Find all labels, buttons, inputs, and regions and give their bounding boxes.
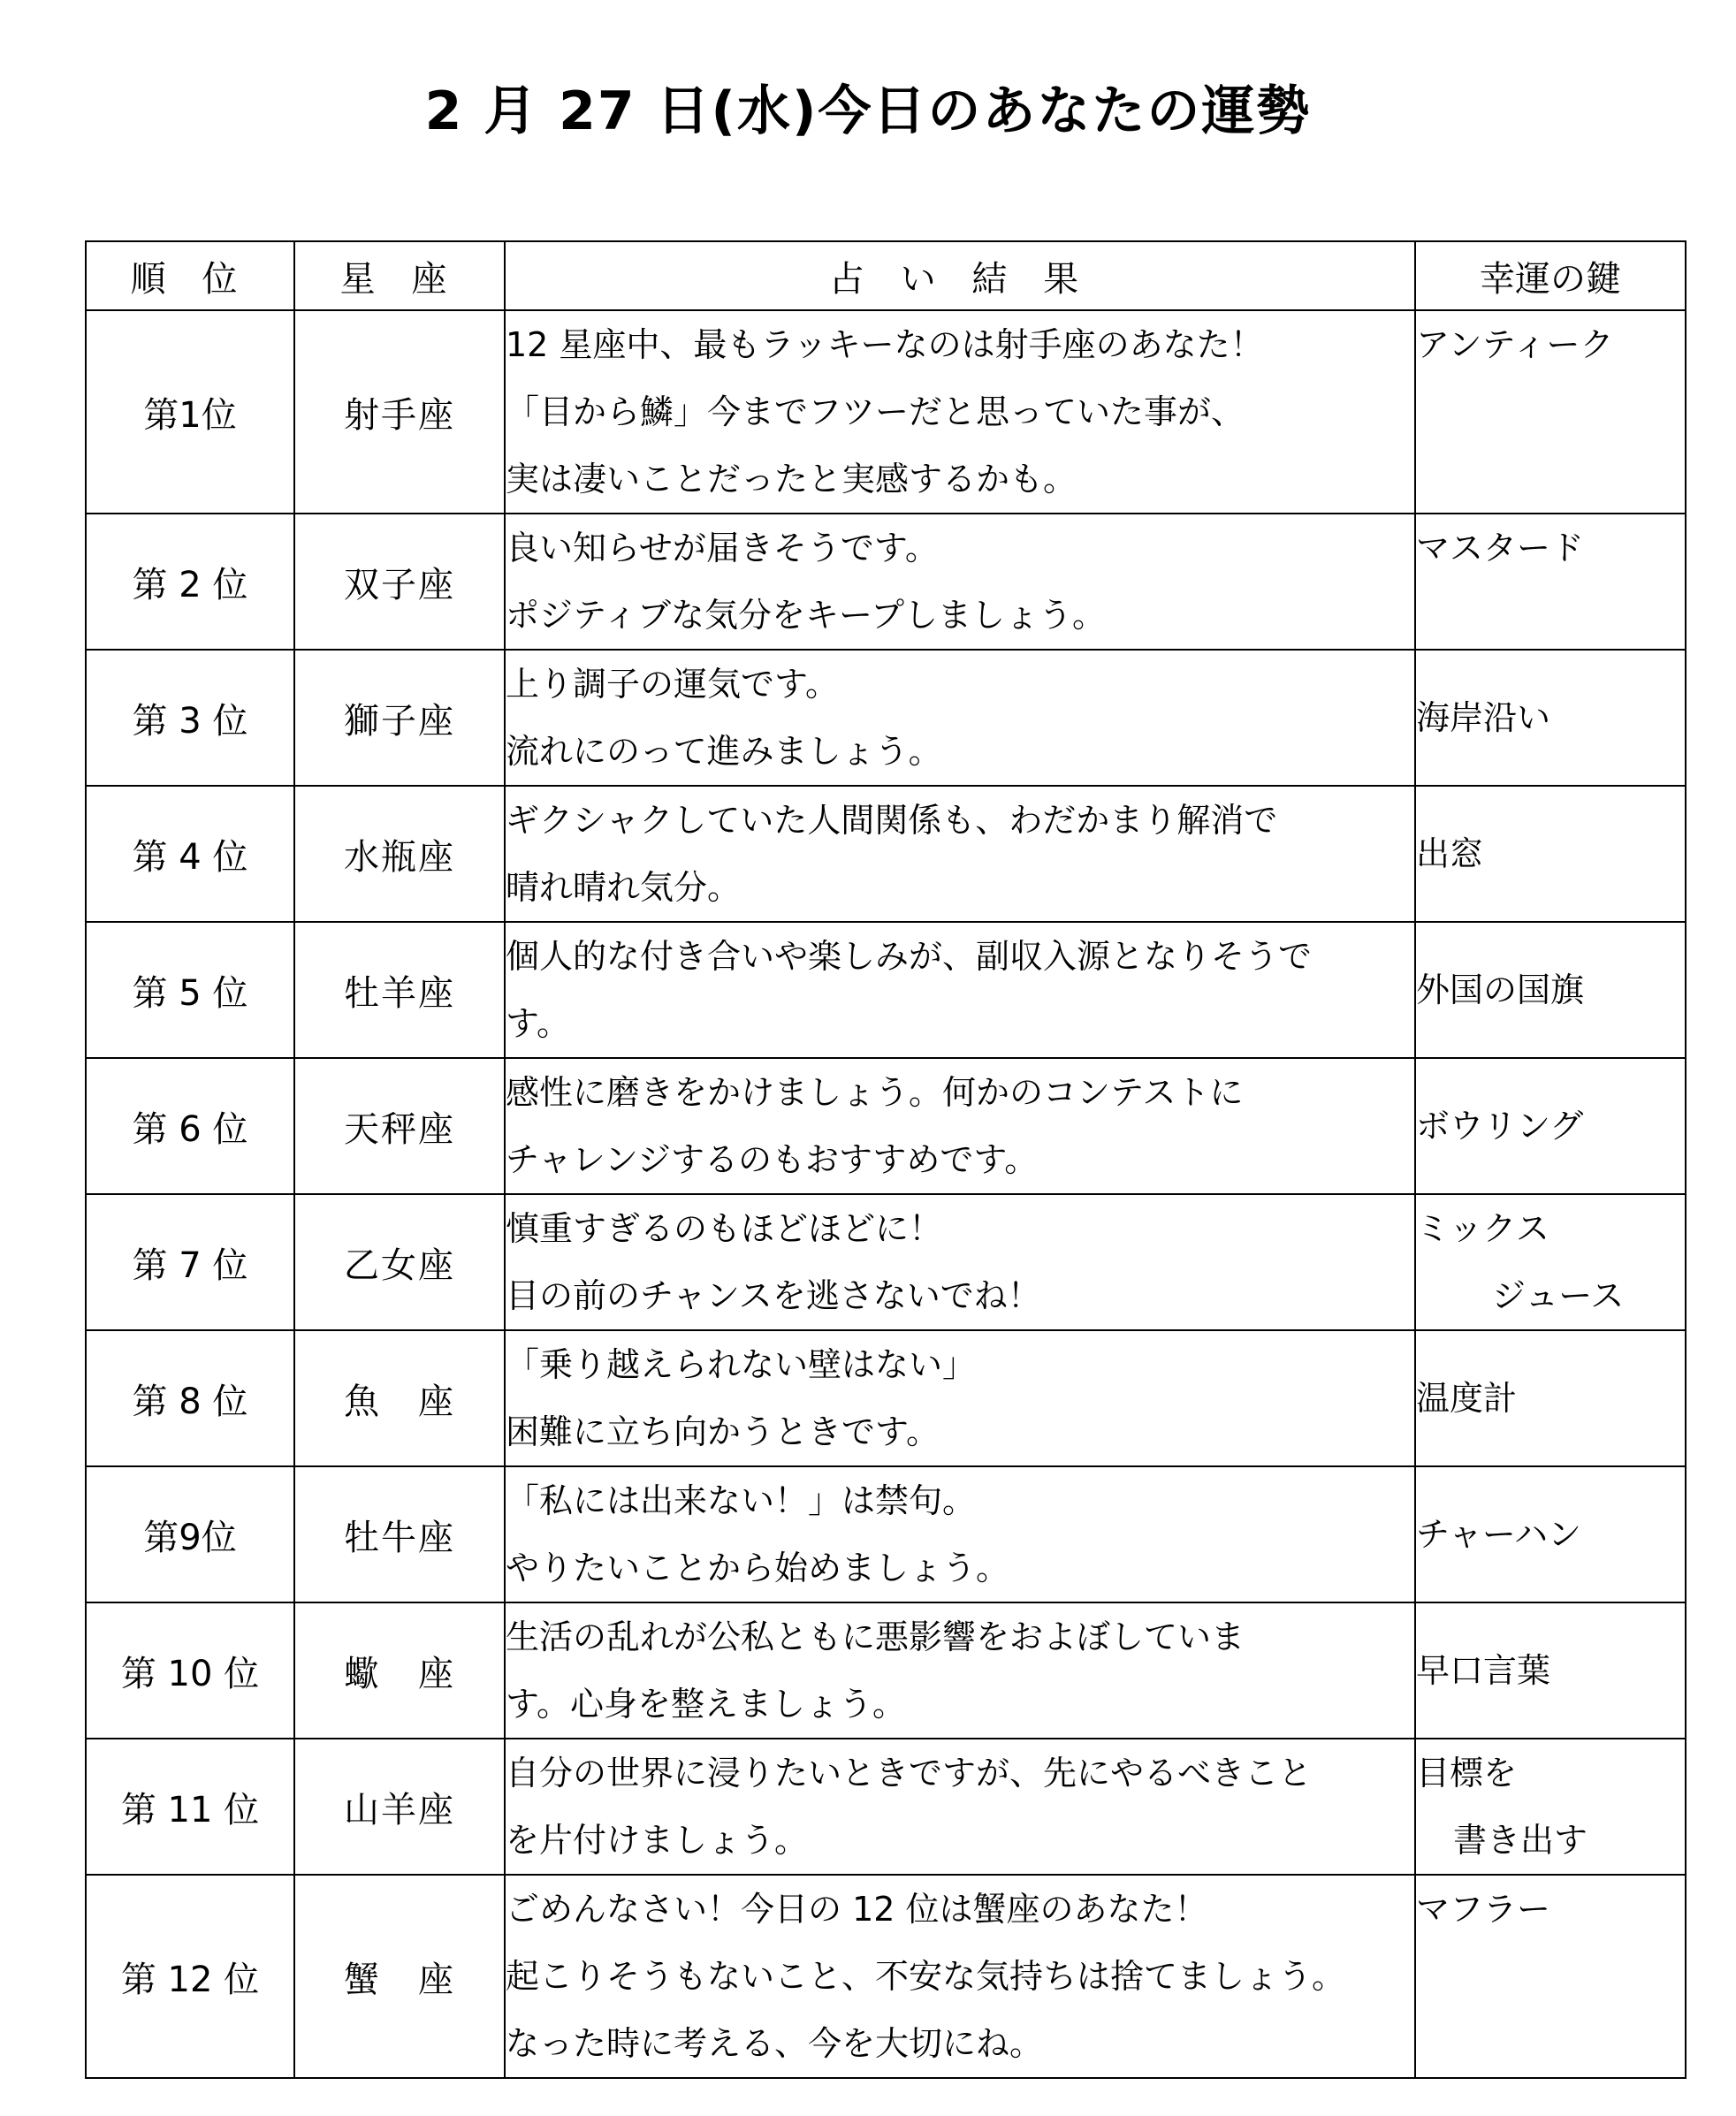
lucky-key-cell [1415, 514, 1686, 650]
rank-cell: 第 11 位 [86, 1739, 294, 1875]
rank-cell: 第 5 位 [86, 922, 294, 1058]
table-row [86, 1739, 1686, 1875]
result-line: す。 [506, 1004, 570, 1043]
result-line: 起こりそうもないこと、不安な気持ちは捨てましょう。 [506, 1957, 1346, 1996]
result-line: 生活の乱れが公私ともに悪影響をおよぼしていま [506, 1617, 1245, 1656]
sign-cell: 牡牛座 [294, 1466, 505, 1602]
rank-cell: 第 2 位 [86, 514, 294, 650]
result-line: 個人的な付き合いや楽しみが、副収入源となりそうで [506, 937, 1313, 976]
result-line: す。心身を整えましょう。 [506, 1685, 906, 1724]
table-row [86, 1875, 1686, 2078]
lucky-key-line: 海岸沿い [1416, 698, 1551, 737]
result-line: ギクシャクしていた人間関係も、わだかまり解消で [506, 801, 1278, 840]
table-header-row [86, 241, 1686, 310]
sign-cell: 山羊座 [294, 1739, 505, 1875]
result-line: 「乗り越えられない壁はない」 [506, 1345, 977, 1384]
result-line: ごめんなさい！今日の 12 位は蟹座のあなた！ [506, 1890, 1208, 1929]
table-row [86, 310, 1686, 514]
result-cell [505, 1739, 1415, 1875]
lucky-key-line: 出窓 [1416, 834, 1484, 873]
result-cell [505, 1466, 1415, 1602]
result-line: 実は凄いことだったと実感するかも。 [506, 460, 1077, 499]
result-line: 晴れ晴れ気分。 [506, 868, 742, 907]
lucky-key-cell [1415, 310, 1686, 514]
result-cell [505, 1058, 1415, 1194]
result-cell [505, 310, 1415, 514]
result-line: 目の前のチャンスを逃さないでね！ [506, 1276, 1041, 1315]
header-result: 占 い 結 果 [505, 241, 1415, 310]
lucky-key-line: 外国の国旗 [1416, 970, 1585, 1009]
result-line: 自分の世界に浸りたいときですが、先にやるべきこと [506, 1754, 1313, 1793]
table-row [86, 514, 1686, 650]
sign-cell: 蟹 座 [294, 1875, 505, 2078]
lucky-key-cell [1415, 1058, 1686, 1194]
table-row [86, 1058, 1686, 1194]
table-row [86, 1602, 1686, 1739]
sign-cell: 魚 座 [294, 1330, 505, 1466]
sign-cell: 天秤座 [294, 1058, 505, 1194]
rank-cell: 第9位 [86, 1466, 294, 1602]
result-cell [505, 922, 1415, 1058]
result-cell [505, 1330, 1415, 1466]
lucky-key-cell [1415, 922, 1686, 1058]
result-line: なった時に考える、今を大切にね。 [506, 2024, 1044, 2063]
rank-cell: 第 8 位 [86, 1330, 294, 1466]
lucky-key-line: 温度計 [1416, 1379, 1518, 1418]
lucky-key-cell [1415, 786, 1686, 922]
result-line: 「目から鱗」今までフツーだと思っていた事が、 [506, 392, 1245, 431]
header-rank: 順 位 [86, 241, 294, 310]
result-cell [505, 514, 1415, 650]
result-line: ポジティブな気分をキープしましょう。 [506, 596, 1107, 635]
sign-cell: 獅子座 [294, 650, 505, 786]
table-row [86, 1466, 1686, 1602]
table-row [86, 786, 1686, 922]
table-row [86, 650, 1686, 786]
sign-cell: 乙女座 [294, 1194, 505, 1330]
rank-cell: 第 6 位 [86, 1058, 294, 1194]
lucky-key-line: 早口言葉 [1416, 1651, 1551, 1690]
result-line: 感性に磨きをかけましょう。何かのコンテストに [506, 1073, 1244, 1112]
result-line: 上り調子の運気です。 [506, 665, 839, 704]
lucky-key-line: マフラー [1416, 1890, 1551, 1929]
result-line: 流れにのって進みましょう。 [506, 732, 942, 771]
lucky-key-line: ジュース [1492, 1276, 1625, 1315]
result-line: やりたいことから始めましょう。 [506, 1549, 1010, 1587]
lucky-key-cell [1415, 650, 1686, 786]
sign-cell: 水瓶座 [294, 786, 505, 922]
result-line: 良い知らせが届きそうです。 [506, 529, 939, 567]
result-cell [505, 1602, 1415, 1739]
lucky-key-line: 書き出す [1453, 1821, 1588, 1860]
sign-cell: 牡羊座 [294, 922, 505, 1058]
table-row [86, 922, 1686, 1058]
header-sign: 星 座 [294, 241, 505, 310]
lucky-key-cell [1415, 1602, 1686, 1739]
lucky-key-line: チャーハン [1416, 1515, 1581, 1554]
lucky-key-cell [1415, 1739, 1686, 1875]
lucky-key-cell [1415, 1194, 1686, 1330]
lucky-key-line: 目標を [1416, 1754, 1518, 1793]
lucky-key-line: ミックス [1416, 1209, 1549, 1248]
sign-cell: 双子座 [294, 514, 505, 650]
result-cell [505, 1194, 1415, 1330]
fortune-table [85, 240, 1687, 2079]
result-line: を片付けましょう。 [506, 1821, 809, 1860]
result-line: 困難に立ち向かうときです。 [506, 1412, 940, 1451]
table-row [86, 1330, 1686, 1466]
lucky-key-line: ボウリング [1416, 1107, 1584, 1146]
result-line: 「私には出来ない！」は禁句。 [506, 1481, 977, 1520]
table-row [86, 1194, 1686, 1330]
sign-cell: 蠍 座 [294, 1602, 505, 1739]
rank-cell: 第 3 位 [86, 650, 294, 786]
lucky-key-cell [1415, 1875, 1686, 2078]
result-line: チャレンジするのもおすすめです。 [506, 1140, 1039, 1179]
result-cell [505, 650, 1415, 786]
result-cell [505, 1875, 1415, 2078]
sign-cell: 射手座 [294, 310, 505, 514]
rank-cell: 第 10 位 [86, 1602, 294, 1739]
rank-cell: 第 4 位 [86, 786, 294, 922]
result-line: 慎重すぎるのもほどほどに！ [506, 1209, 943, 1248]
lucky-key-line: アンティーク [1416, 325, 1614, 364]
result-cell [505, 786, 1415, 922]
rank-cell: 第1位 [86, 310, 294, 514]
rank-cell: 第 7 位 [86, 1194, 294, 1330]
page-title: 2 月 27 日(水)今日のあなたの運勢 [424, 80, 1312, 142]
lucky-key-line: マスタード [1416, 529, 1585, 567]
lucky-key-cell [1415, 1330, 1686, 1466]
header-lucky-key: 幸運の鍵 [1415, 241, 1686, 310]
result-line: 12 星座中、最もラッキーなのは射手座のあなた！ [506, 325, 1264, 364]
lucky-key-cell [1415, 1466, 1686, 1602]
rank-cell: 第 12 位 [86, 1875, 294, 2078]
